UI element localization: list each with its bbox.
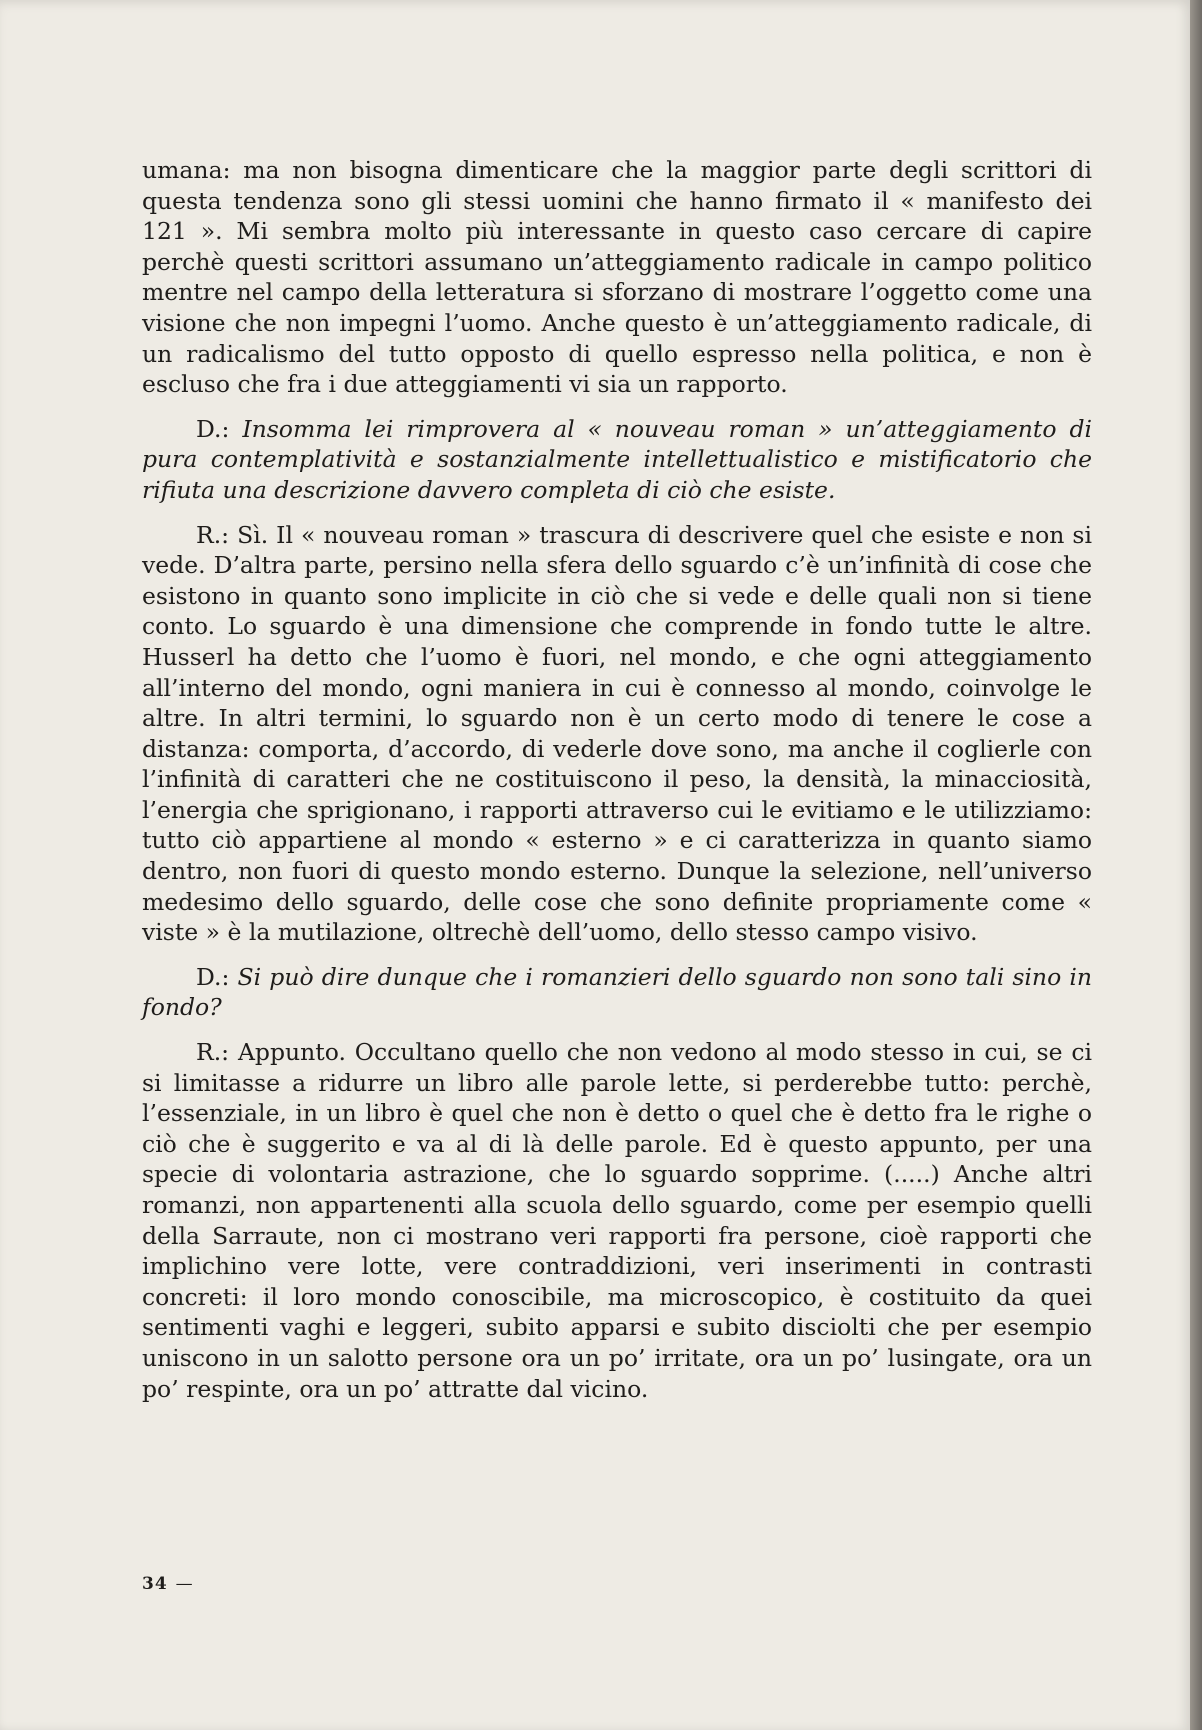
page-number-dash: — (175, 1574, 194, 1594)
page-number (142, 1574, 194, 1594)
paragraph-text: Insomma lei rimprovera al « nouveau roman » un’atteggiamento di pura contemplatività e sostanzialmente intellettualistico e mistificatorio che rifiuta una descrizione davvero completa di ciò che esiste. (142, 414, 1092, 504)
paragraph-text: umana: ma non bisogna dimenticare che la maggior parte degli scrittori di questa tendenza sono gli stessi uomini che hanno firmato il « manifesto dei 121 ». Mi sembra molto più interessante in questo caso cercare di capire perchè questi scrittori assumano un’atteggiamento radicale in campo politico mentre nel campo della letteratura si sforzano di mostrare l’oggetto come una visione che non impegni l’uomo. Anche questo è un’atteggiamento radicale, di un radicalismo del tutto opposto di quello espresso nella politica, e non è escluso che fra i due atteggiamenti vi sia un rapporto. (142, 156, 1092, 399)
speaker-label: D.: (196, 962, 238, 991)
speaker-label: R.: (196, 1038, 238, 1067)
paragraph-text: Appunto. Occultano quello che non vedono al modo stesso in cui, se ci si limitasse a ridurre un libro alle parole lette, si perderebbe tutto: perchè, l’essenziale, in un libro è quel che non è detto o quel che è detto fra le righe o ciò che è suggerito e va al di là delle parole. Ed è questo appunto, per una specie di volontaria astrazione, che lo sguardo sopprime. (.....) Anche altri romanzi, non appartenenti alla scuola dello sguardo, come per esempio quelli della Sarraute, non ci mostrano veri rapporti fra persone, cioè rapporti che implichino vere lotte, vere contraddizioni, veri inserimenti in contrasti concreti: il loro mondo conoscibile, ma microscopico, è costituito da quei sentimenti vaghi e leggeri, subito apparsi e subito disciolti che per esempio uniscono in un salotto persone ora un po’ irritate, ora un po’ lusingate, ora un po’ respinte, ora un po’ attratte dal vicino. (142, 1038, 1092, 1403)
paragraph-answer-1 (142, 520, 1092, 948)
paragraph-question-1 (142, 414, 1092, 506)
paragraph-text: Si può dire dunque che i romanzieri dello sguardo non sono tali sino in fondo? (142, 962, 1092, 1022)
speaker-label: R.: (196, 520, 238, 549)
page-number-value: 34 (142, 1574, 168, 1594)
page-body (142, 155, 1092, 1404)
paragraph-continuation (142, 155, 1092, 400)
speaker-label: D.: (196, 414, 243, 443)
paragraph-answer-2 (142, 1037, 1092, 1404)
paragraph-text: Sì. Il « nouveau roman » trascura di descrivere quel che esiste e non si vede. D’altra parte, persino nella sfera dello sguardo c’è un’infinità di cose che esistono in quanto sono implicite in ciò che si vede e delle quali non si tiene conto. Lo sguardo è una dimensione che comprende in fondo tutte le altre. Husserl ha detto che l’uomo è fuori, nel mondo, e che ogni atteggiamento all’interno del mondo, ogni maniera in cui è connesso al mondo, coinvolge le altre. In altri termini, lo sguardo non è un certo modo di tenere le cose a distanza: comporta, d’accordo, di vederle dove sono, ma anche il coglierle con l’infinità di caratteri che ne costituiscono il peso, la densità, la minacciosità, l’energia che sprigionano, i rapporti attraverso cui le evitiamo e le utilizziamo: tutto ciò appartiene al mondo « esterno » e ci caratterizza in quanto siamo dentro, non fuori di questo mondo esterno. Dunque la selezione, nell’universo medesimo dello sguardo, delle cose che sono definite propriamente come « viste » è la mutilazione, oltrechè dell’uomo, dello stesso campo visivo. (142, 520, 1092, 947)
page-edge-shadow (1190, 0, 1202, 1730)
paragraph-question-2 (142, 962, 1092, 1023)
